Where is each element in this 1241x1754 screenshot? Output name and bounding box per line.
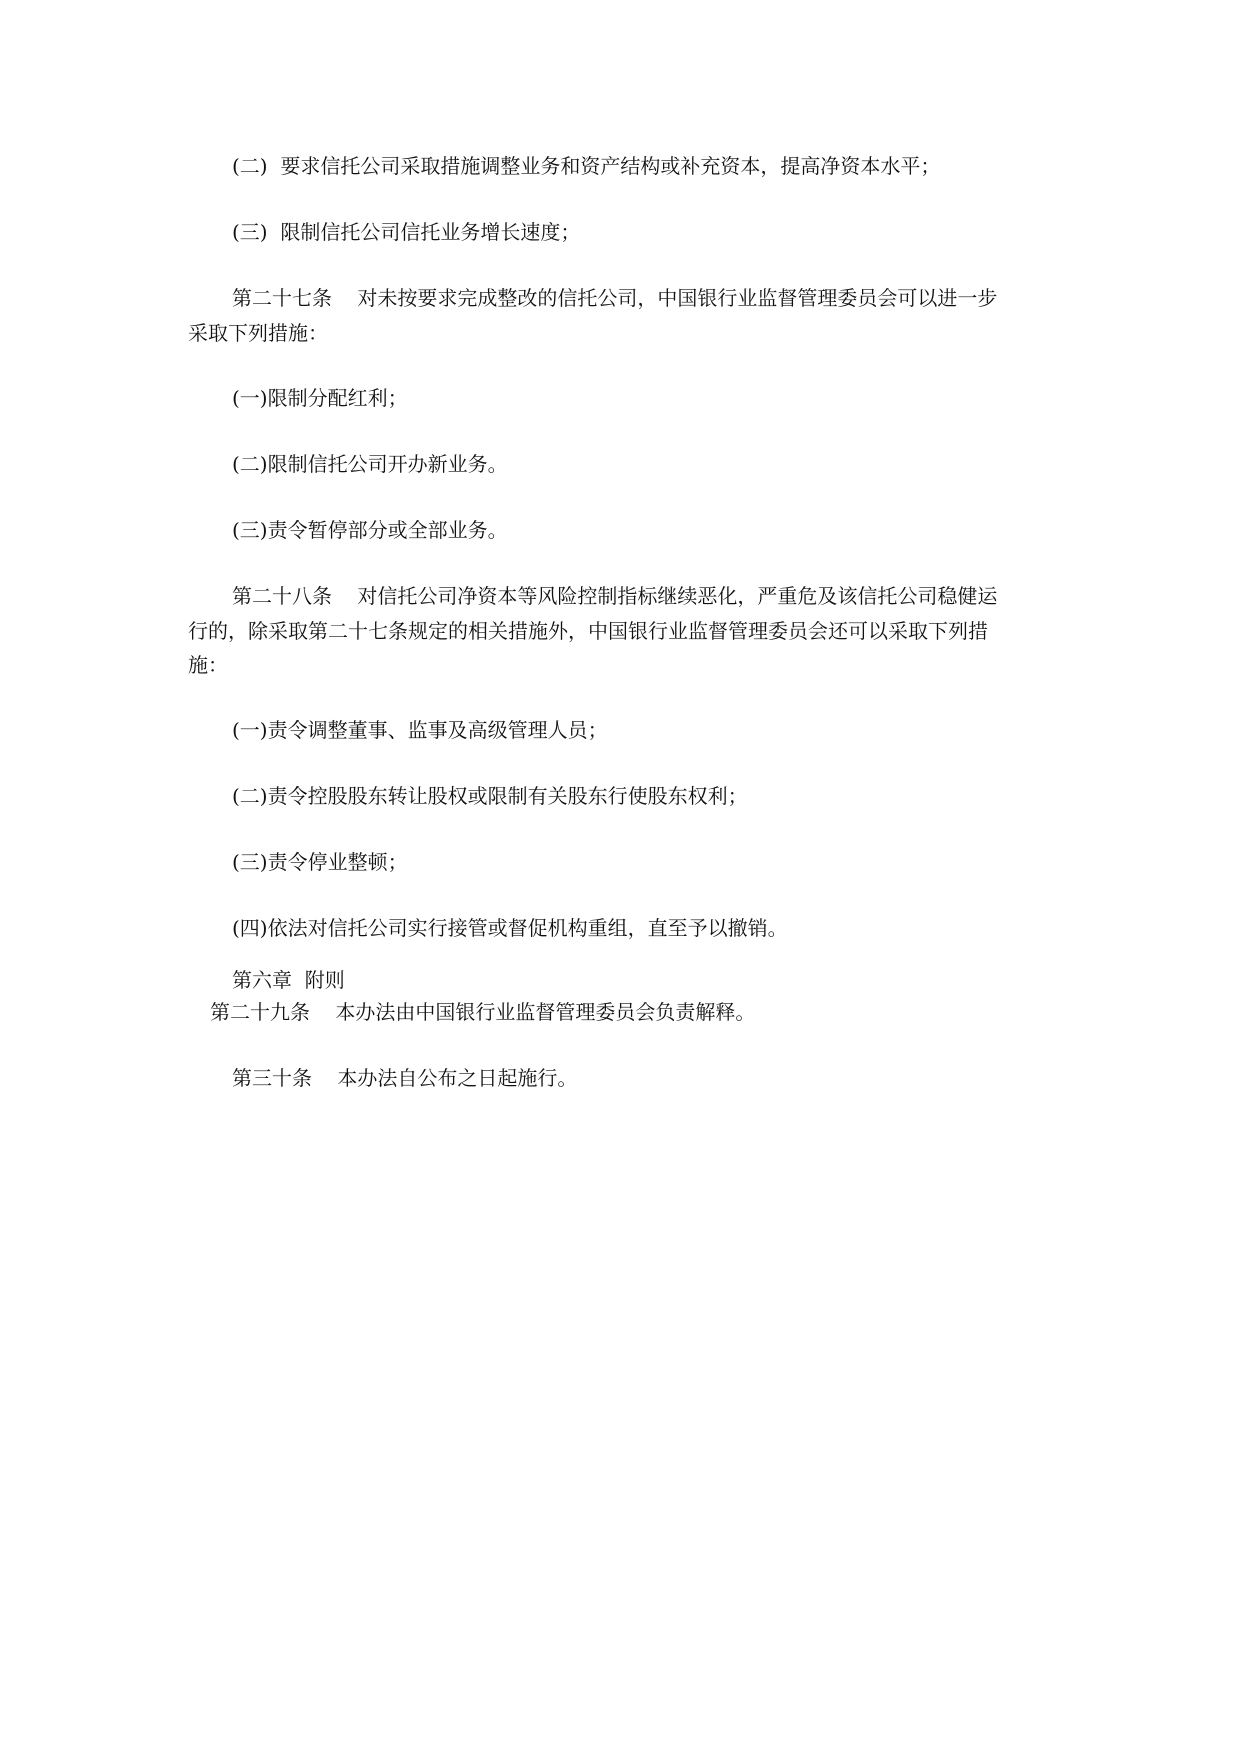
article-26-item-3: (三) 限制信托公司信托业务增长速度；: [232, 220, 581, 244]
article-30: 第三十条 本办法自公布之日起施行。: [232, 1066, 578, 1090]
article-28-item-4: (四)依法对信托公司实行接管或督促机构重组，直至予以撤销。: [232, 916, 788, 940]
article-27-line-2: 采取下列措施：: [188, 321, 328, 345]
article-28-item-2: (二)责令控股股东转让股权或限制有关股东行使股东权利；: [232, 784, 748, 808]
article-29: 第二十九条 本办法由中国银行业监督管理委员会负责解释。: [210, 1000, 756, 1024]
article-28-line-3: 施：: [188, 653, 228, 677]
article-27-line-1: 第二十七条 对未按要求完成整改的信托公司，中国银行业监督管理委员会可以进一步: [232, 286, 998, 310]
article-28-line-2: 行的，除采取第二十七条规定的相关措施外，中国银行业监督管理委员会还可以采取下列措: [188, 619, 988, 643]
chapter-heading: 第六章 附则: [232, 968, 345, 992]
article-28-item-3: (三)责令停业整顿；: [232, 850, 408, 874]
article-27-item-1: (一)限制分配红利；: [232, 386, 408, 410]
article-26-item-2: (二) 要求信托公司采取措施调整业务和资产结构或补充资本，提高净资本水平；: [232, 154, 941, 178]
article-28-line-1: 第二十八条 对信托公司净资本等风险控制指标继续恶化，严重危及该信托公司稳健运: [232, 584, 998, 608]
article-28-item-1: (一)责令调整董事、监事及高级管理人员；: [232, 718, 608, 742]
article-27-item-2: (二)限制信托公司开办新业务。: [232, 452, 508, 476]
article-27-item-3: (三)责令暂停部分或全部业务。: [232, 518, 508, 542]
